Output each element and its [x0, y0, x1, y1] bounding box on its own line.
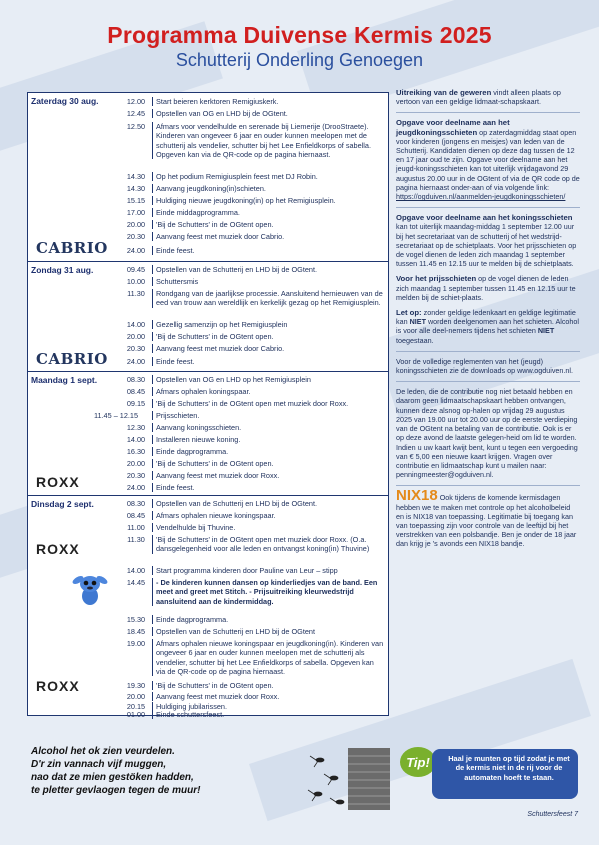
row-time: 17.00 — [126, 208, 146, 217]
schedule-row — [120, 184, 388, 193]
page-header — [0, 22, 599, 71]
schedule-row — [120, 615, 388, 624]
row-time: 14.30 — [126, 172, 146, 181]
row-time: 08.30 — [126, 499, 146, 508]
row-activity: Opstellen van OG en LHD bij de OGtent. — [152, 109, 388, 118]
tip-badge: Tip! — [400, 747, 436, 777]
info-nix18 — [396, 487, 580, 549]
schedule-row — [120, 681, 388, 690]
row-activity: 'Bij de Schutters' in de OGtent open. — [152, 332, 388, 341]
row-activity: Einde dagprogramma. — [152, 615, 388, 624]
cabrio-logo: CABRIO — [36, 239, 108, 257]
schedule-row — [120, 277, 388, 286]
info-heading: Uitreiking van de geweren — [396, 88, 492, 97]
schedule-row — [120, 332, 388, 341]
row-time: 15.15 — [126, 196, 146, 205]
row-activity: Einde dagprogramma. — [152, 447, 388, 456]
row-activity: Afmars ophalen nieuwe koningspaar. — [152, 511, 388, 520]
schedule-row — [120, 535, 388, 554]
row-activity: Aanvang koningsschieten. — [152, 423, 388, 432]
row-time: 20.30 — [126, 344, 146, 353]
info-king-shooting — [396, 213, 580, 268]
schedule-row — [120, 692, 388, 701]
schedule-row — [120, 459, 388, 468]
schedule-row — [120, 566, 388, 575]
divider — [396, 207, 580, 208]
info-rules: Voor de volledige reglementen van het (jeugd) koningsschieten zie de downloads op www.ogduiven.nl. — [396, 356, 574, 376]
info-attention — [396, 308, 580, 345]
schedule-row — [120, 639, 388, 676]
roxx-logo-text: ROXX — [36, 678, 80, 694]
verse-line: Alcohol het ok zien veurdelen. — [31, 746, 175, 757]
row-activity: Opstellen van de Schutterij en LHD bij de OGtent. — [152, 265, 388, 274]
roxx-logo — [36, 474, 80, 494]
info-membership: De leden, die de contributie nog niet betaald hebben en daarom geen lidmaatschapskaart hebben ontvangen, kunnen deze alsnog op-halen op vrijdag 29 augustus 2025 van 19.00 uur tot 20.00 uur op de eerste verdieping van de OGtent na betaling van de contributie. Ook is er op deze avond de laatste gelegen-heid om lid te worden. Indien u uw kaart kwijt bent, kunt u tegen een vergoeding van € 5,00 een nieuwe kaart krijgen. Vragen over contributie en lidmaatschap kunt u mailen naar: penningmeester@ogduiven.nl. — [396, 387, 578, 480]
dialect-verse — [31, 745, 200, 797]
info-weapons — [396, 88, 580, 106]
row-time: 09.15 — [126, 399, 146, 408]
day-name: Zaterdag 30 aug. — [31, 96, 99, 106]
info-text: toegestaan. — [396, 335, 434, 345]
schedule-row — [120, 122, 388, 159]
row-time: 09.45 — [126, 265, 146, 274]
schedule-row — [120, 523, 388, 532]
page-footer: Schuttersfeest 7 — [527, 811, 578, 818]
row-time: 10.00 — [126, 277, 146, 286]
row-activity: Aanvang feest met muziek door Cabrio. — [152, 232, 388, 241]
row-time: 12.00 — [126, 97, 146, 106]
row-time: 20.00 — [126, 220, 146, 229]
schedule-row — [120, 578, 388, 606]
row-time: 12.50 — [126, 122, 146, 131]
schedule-row — [120, 265, 388, 274]
row-activity: Aanvang feest met muziek door Cabrio. — [152, 344, 388, 353]
row-activity: - De kinderen kunnen dansen op kinderliedjes van de band. Een meet and greet met Stitch. - Prijsuitreiking kleurwedstrijd aansluitend aan de kindermiddag. — [152, 578, 388, 606]
schedule-row — [120, 109, 388, 118]
row-activity: Opstellen van de Schutterij en LHD bij de OGtent — [152, 627, 388, 636]
row-activity: 'Bij de Schutters' in de OGtent open. — [152, 681, 388, 690]
row-time: 20.00 — [126, 692, 146, 701]
row-time: 20.30 — [126, 471, 146, 480]
row-time: 08.45 — [126, 387, 146, 396]
schedule-row — [120, 710, 388, 719]
row-activity: Rondgang van de jaarlijkse processie. Aansluitend hernieuwen van de eed van trouw aan wereldlijk en kerkelijk gezag op het Remigiusplein. — [152, 289, 388, 308]
schedule-row — [120, 289, 388, 308]
row-time: 20.00 — [126, 332, 146, 341]
day-block-saturday — [28, 93, 388, 261]
registration-link[interactable]: https://ogduiven.nl/aanmelden-jeugdkoningsschieten/ — [396, 192, 566, 202]
info-text: op zaterdagmiddag staat open voor kinderen (jongens en meisjes) van leden van de Schutterij. Kandidaten dienen op deze dag tussen de 12 en 17 jaar oud te zijn. Opgave voor deelname aan het jeugd-koningsschieten kan tot uiterlijk vrijdagavond 29 augustus 20.00 uur in de OGtent of via de QR code op de pagina hiernaast onder-aan of via volgende link: — [396, 127, 580, 192]
info-youth-king — [396, 118, 580, 201]
schedule-row — [120, 246, 388, 255]
schedule-row — [120, 196, 388, 205]
schedule-row — [120, 499, 388, 508]
schedule-row — [120, 375, 388, 384]
cabrio-logo: CABRIO — [36, 350, 108, 368]
row-activity: Afmars voor vendelhulde en serenade bij Liemerije (DrooStraete). Kinderen van ongeveer 6 jaar en ouder kunnen meelopen met de schutterij als vendelier, schutter bij het Lee Enfieldkorps of sabella. Opgeven kan via de QR-code op de pagina hiernaast. — [152, 122, 388, 159]
row-time: 15.30 — [126, 615, 146, 624]
row-time: 12.45 — [126, 109, 146, 118]
day-name: Zondag 31 aug. — [31, 265, 94, 275]
nix18-logo: NIX18 — [396, 487, 438, 505]
row-time: 14.00 — [126, 320, 146, 329]
schedule-row — [120, 220, 388, 229]
roxx-logo-text: ROXX — [36, 541, 80, 557]
row-time: 18.45 — [126, 627, 146, 636]
info-prize-shooting — [396, 274, 580, 302]
schedule-row — [120, 423, 388, 432]
schedule-row — [120, 320, 388, 329]
schedule-row — [120, 232, 388, 241]
row-activity: Aanvang jeugdkoning(in)schieten. — [152, 184, 388, 193]
row-time: 11.30 — [127, 535, 145, 544]
info-text: worden deelgenomen aan het schieten. Alcohol is voor alle deel-nemers tijdens het schieten — [396, 317, 580, 336]
row-time: 11.30 — [127, 289, 145, 298]
schedule-row — [120, 208, 388, 217]
info-heading: Opgave voor deelname aan het koningsschieten — [396, 213, 573, 223]
divider — [396, 112, 580, 113]
row-activity: Aanvang feest met muziek door Roxx. — [152, 471, 388, 480]
row-time: 11.45 – 12.15 — [93, 411, 139, 420]
row-activity: Einde middagprogramma. — [152, 208, 388, 217]
row-activity: Schuttersmis — [152, 277, 388, 286]
roxx-logo — [36, 678, 80, 694]
row-activity: Opstellen van OG en LHD op het Remigiusplein — [152, 375, 388, 384]
row-time: 20.00 — [126, 459, 146, 468]
row-time: 24.00 — [126, 246, 146, 255]
row-activity: Afmars ophalen koningspaar. — [152, 387, 388, 396]
day-name: Maandag 1 sept. — [31, 375, 98, 385]
page-title: Programma Duivense Kermis 2025 — [107, 22, 492, 48]
row-time: 12.30 — [126, 423, 146, 432]
schedule-row — [120, 471, 388, 480]
roxx-logo-tagline — [36, 490, 80, 494]
day-block-tuesday — [28, 495, 388, 718]
row-time: 24.00 — [126, 483, 146, 492]
schedule-row — [120, 435, 388, 444]
schedule-row — [120, 447, 388, 456]
row-activity: 'Bij de Schutters' in de OGtent open met muziek door Roxx. — [152, 399, 388, 408]
row-activity: Prijsschieten. — [152, 411, 388, 420]
schedule-row — [93, 411, 388, 420]
row-time: 01.00 — [126, 710, 146, 719]
row-activity: Installeren nieuwe koning. — [152, 435, 388, 444]
row-activity: Start programma kinderen door Pauline van Leur – stipp — [152, 566, 388, 575]
row-activity: Huldiging nieuwe jeugdkoning(in) op het Remigiusplein. — [152, 196, 388, 205]
row-time: 20.15 — [126, 702, 146, 711]
row-time: 11.00 — [127, 523, 145, 532]
schedule-table — [27, 92, 389, 719]
schedule-row — [120, 627, 388, 636]
emphasis-text: NIET — [409, 317, 426, 327]
row-activity: 'Bij de Schutters' in de OGtent open. — [152, 220, 388, 229]
row-time: 08.45 — [126, 511, 146, 520]
verse-line: D'r zin vannach vijf muggen, — [31, 759, 167, 770]
tip-box: Haal je munten op tijd zodat je met de kermis niet in de rij voor de automaten hoeft te staan. — [432, 749, 578, 799]
schedule-row — [120, 357, 388, 366]
info-heading: Voor het prijsschieten — [396, 274, 477, 284]
row-time: 14.45 — [126, 578, 146, 587]
info-text: vindt alleen plaats op vertoon van een geldige lidmaat-schapskaart. — [396, 88, 561, 107]
day-block-monday — [28, 371, 388, 496]
roxx-logo-text: ROXX — [36, 474, 80, 490]
schedule-row — [120, 511, 388, 520]
schedule-row — [120, 344, 388, 353]
row-time: 14.00 — [126, 566, 146, 575]
row-activity: Afmars ophalen nieuwe koningspaar en jeugdkoning(in). Kinderen van ongeveer 6 jaar en ouder kunnen meelopen met de schutterij als vendelier, schutter bij het Lee Enfieldkorps of sabella. Opgeven kan via de QR-code op de pagina hiernaast. — [152, 639, 388, 676]
row-activity: 'Bij de Schutters' in de OGtent open met muziek door Roxx. (O.a. dansgelegenheid voor alle leden en ontvangst koning(in) Thuvine) — [152, 535, 388, 554]
divider — [396, 485, 580, 486]
row-activity: Aanvang feest met muziek door Roxx. — [152, 692, 388, 701]
row-time: 19.00 — [126, 639, 146, 648]
row-activity: Huldiging jubilarissen. — [152, 702, 388, 711]
row-time: 14.30 — [126, 184, 146, 193]
row-activity: Gezellig samenzijn op het Remigiusplein — [152, 320, 388, 329]
row-activity: Einde feest. — [152, 246, 388, 255]
info-column — [396, 88, 580, 555]
divider — [396, 351, 580, 352]
day-name: Dinsdag 2 sept. — [31, 499, 94, 509]
row-time: 08.30 — [126, 375, 146, 384]
row-activity: 'Bij de Schutters' in de OGtent open. — [152, 459, 388, 468]
schedule-row — [120, 97, 388, 106]
page-subtitle: Schutterij Onderling Genoegen — [175, 50, 424, 70]
info-text: zonder geldige ledenkaart en geldige legitimatie kan — [396, 308, 576, 327]
row-activity: Vendelhulde bij Thuvine. — [152, 523, 388, 532]
row-time: 19.30 — [126, 681, 146, 690]
schedule-row — [120, 172, 388, 181]
row-time: 20.30 — [126, 232, 146, 241]
row-activity: Einde feest. — [152, 357, 388, 366]
verse-line: nao dat ze mien gestöken hadden, — [31, 772, 194, 783]
row-activity: Opstellen van de Schutterij en LHD bij de OGtent. — [152, 499, 388, 508]
schedule-row — [120, 483, 388, 492]
stitch-character-image — [70, 570, 110, 610]
row-activity: Op het podium Remigiusplein feest met DJ Robin. — [152, 172, 388, 181]
row-activity: Einde schuttersfeest. — [152, 710, 388, 719]
row-time: 24.00 — [126, 357, 146, 366]
row-activity: Start beieren kerktoren Remigiuskerk. — [152, 97, 388, 106]
schedule-row — [120, 387, 388, 396]
info-text: Ook tijdens de komende kermisdagen hebben we te maken met controle op het alcoholbeleid en is NIX18 van toepassing. Legitimatie bij toegang kan van toepassing zijn voor controle van de leeftijd bij het verstrekken van een polsbandje. Ben je onder de 18 jaar dan krijg je 's avonds een NIX18 bandje. — [396, 493, 577, 549]
emphasis-text: NIET — [537, 326, 555, 336]
row-time: 14.00 — [126, 435, 146, 444]
info-text: op de vogel dienen de leden zich maandag 1 september tussen 11.45 en 12.15 uur te melden bij de schiet-plaats. — [396, 274, 576, 302]
roxx-logo — [36, 541, 80, 557]
verse-line: te pletter gevlaogen tegen de muur! — [31, 785, 201, 796]
info-text: kan tot uiterlijk maandag-middag 1 september 12.00 uur bij het secretariaat van de schutterij of het wedstrijd-secretariaat op de schietplaats. Voor het prijsschieten op de vogel dienen de leden zich maandag 1 september tussen 11.45 en 12.15 uur te melden bij de schietplaats. — [396, 222, 577, 269]
day-block-sunday — [28, 261, 388, 372]
row-time: 16.30 — [126, 447, 146, 456]
schedule-row — [120, 399, 388, 408]
mosquito-wall-illustration — [300, 748, 390, 810]
info-heading: Opgave voor deelname aan het jeugdkoningsschieten — [396, 118, 510, 137]
divider — [396, 381, 580, 382]
row-activity: Einde feest. — [152, 483, 388, 492]
info-heading: Let op: — [396, 308, 422, 318]
